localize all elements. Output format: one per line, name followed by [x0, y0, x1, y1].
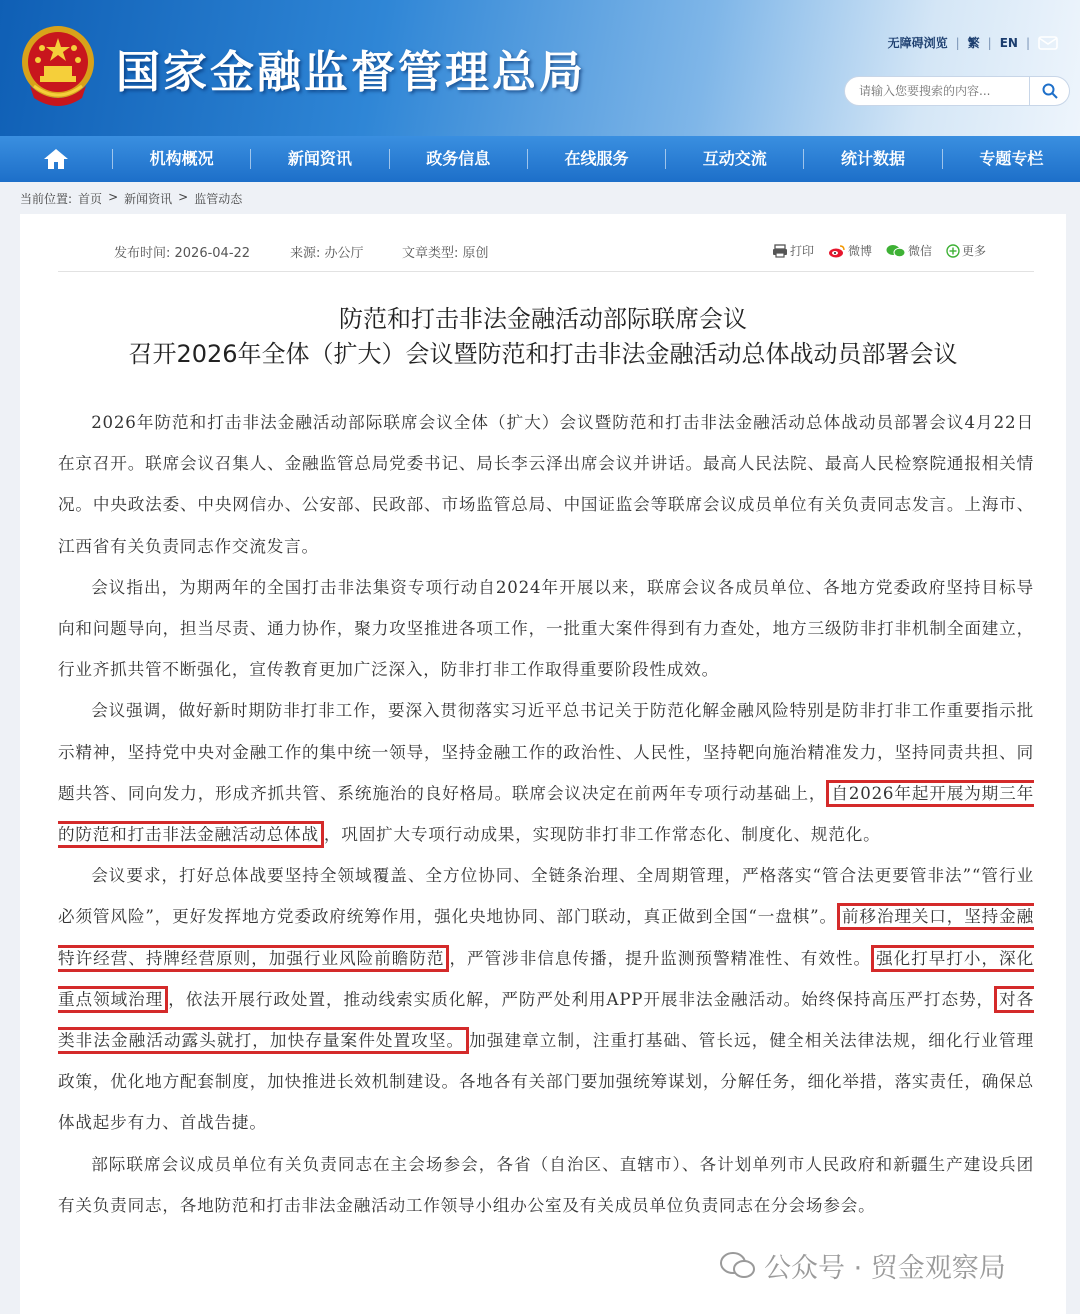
nav-item-news[interactable]: 新闻资讯: [250, 149, 388, 169]
more-label: 更多: [961, 244, 986, 258]
search-icon: [1042, 83, 1058, 99]
nav-home[interactable]: [0, 136, 112, 182]
breadcrumb: [20, 190, 242, 207]
nav-item-special-topics[interactable]: 专题专栏: [942, 149, 1080, 169]
highlight-box-1: 自2026年起开展为期三年的防范和打击非法金融活动总体战: [58, 780, 1034, 848]
nav-item-about[interactable]: 机构概况: [112, 149, 250, 169]
mail-icon[interactable]: [1038, 36, 1058, 50]
paragraph-4-text-b: ，严管涉非信息传播，提升监测预警精准性、有效性。: [449, 948, 872, 968]
article-meta: [58, 228, 1034, 272]
national-emblem-icon: [20, 24, 96, 106]
paragraph-3-text-a: 会议强调，做好新时期防非打非工作，要深入贯彻落实习近平总书记关于防范化解金融风险特别是防非打非工作重要指示批示精神，坚持党中央对金融工作的集中统一领导，坚持金融工作的政治性、人民性，坚持靶向施治精准发力，坚持同责共担、同题共答、同向发力，形成齐抓共管、系统施治的良好格局。联席会议决定在前两年专项行动基础上，: [58, 701, 1034, 803]
article-source: 来源: 办公厅: [290, 246, 364, 261]
weibo-icon: [828, 244, 846, 258]
home-icon: [43, 148, 69, 170]
site-title: 国家金融监督管理总局: [116, 47, 586, 98]
printer-icon: [772, 244, 788, 258]
paragraph-3: [58, 690, 1034, 855]
breadcrumb-current[interactable]: 监管动态: [194, 192, 243, 206]
main-nav: [0, 136, 1080, 182]
watermark: [720, 1246, 1006, 1285]
highlight-box-2: 前移治理关口，坚持金融特许经营、持牌经营原则，加强行业风险前瞻防范: [58, 903, 1034, 971]
accessibility-link[interactable]: 无障碍浏览: [887, 36, 948, 50]
traditional-chinese-link[interactable]: 繁: [967, 36, 980, 50]
top-links: [888, 34, 1058, 51]
nav-item-government-info[interactable]: 政务信息: [389, 149, 527, 169]
paragraph-4-text-d: 加强建章立制，注重打基础、管长远，健全相关法律法规，细化行业管理政策，优化地方配套制度，加快推进长效机制建设。各地各有关部门要加强统筹谋划，分解任务，细化举措，落实责任，确保总体战起步有力、首战告捷。: [58, 1031, 1034, 1133]
print-button[interactable]: [772, 242, 814, 259]
search-button[interactable]: [1030, 76, 1070, 106]
article-title: [20, 302, 1066, 372]
nav-item-statistics[interactable]: 统计数据: [803, 149, 941, 169]
breadcrumb-home[interactable]: 首页: [78, 192, 103, 206]
highlight-box-4: 对各类非法金融活动露头就打，加快存量案件处置攻坚。: [58, 986, 1034, 1054]
nav-item-interaction[interactable]: 互动交流: [665, 149, 803, 169]
paragraph-5: 部际联席会议成员单位有关负责同志在主会场参会，各省（自治区、直辖市）、各计划单列市人民政府和新疆生产建设兵团有关负责同志，各地防范和打击非法金融活动工作领导小组办公室及有关成员单位负责同志在分会场参会。: [58, 1154, 1034, 1215]
divider: |: [955, 35, 960, 50]
divider: |: [1025, 35, 1030, 50]
publish-time: 发布时间: 2026-04-22: [114, 246, 251, 261]
plus-circle-icon: [946, 244, 960, 258]
paragraph-3-text-b: ，巩固扩大专项行动成果，实现防非打非工作常态化、制度化、规范化。: [323, 825, 881, 845]
weibo-label: 微博: [847, 244, 872, 258]
wechat-share-button[interactable]: [886, 242, 932, 259]
wechat-watermark-icon: [720, 1251, 756, 1281]
article-container: [20, 214, 1066, 1314]
paragraph-2: 会议指出，为期两年的全国打击非法集资专项行动自2024年开展以来，联席会议各成员单位、各地方党委政府坚持目标导向和问题导向，担当尽责、通力协作，聚力攻坚推进各项工作，一批重大案件得到有力查处，地方三级防非打非机制全面建立，行业齐抓共管不断强化，宣传教育更加广泛深入，防非打非工作取得重要阶段性成效。: [58, 577, 1034, 680]
breadcrumb-label: 当前位置:: [20, 192, 73, 206]
article-title-line2: 召开2026年全体（扩大）会议暨防范和打击非法金融活动总体战动员部署会议: [128, 340, 958, 368]
article-type: 文章类型: 原创: [402, 246, 489, 261]
paragraph-4-text-a: 会议要求，打好总体战要坚持全领域覆盖、全方位协同、全链条治理、全周期管理，严格落实“管合法更要管非法”“管行业必须管风险”，更好发挥地方党委政府统筹作用，强化央地协同、部门联动，真正做到全国“一盘棋”。: [58, 866, 1034, 927]
nav-item-online-service[interactable]: 在线服务: [527, 149, 665, 169]
paragraph-4: [58, 855, 1034, 1143]
article-body: [58, 402, 1034, 1226]
wechat-label: 微信: [907, 244, 932, 258]
more-share-button[interactable]: [946, 242, 986, 259]
paragraph-4-text-c: ，依法开展行政处置，推动线索实质化解，严防严处利用APP开展非法金融活动。始终保持高压严打态势，: [168, 989, 995, 1009]
article-title-line1: 防范和打击非法金融活动部际联席会议: [339, 305, 747, 333]
watermark-text: 公众号 · 贸金观察局: [764, 1253, 1006, 1284]
print-label: 打印: [789, 244, 814, 258]
search-input[interactable]: [844, 76, 1030, 106]
wechat-icon: [886, 244, 906, 258]
paragraph-1: 2026年防范和打击非法金融活动部际联席会议全体（扩大）会议暨防范和打击非法金融活动总体战动员部署会议4月22日在京召开。联席会议召集人、金融监管总局党委书记、局长李云泽出席会议并讲话。最高人民法院、最高人民检察院通报相关情况。中央政法委、中央网信办、公安部、民政部、市场监管总局、中国证监会等联席会议成员单位有关负责同志发言。上海市、江西省有关负责同志作交流发言。: [58, 413, 1034, 556]
share-bar: [772, 242, 986, 259]
highlight-box-3: 强化打早打小，深化重点领域治理: [58, 945, 1034, 1013]
site-header: [0, 0, 1080, 136]
divider: |: [987, 35, 992, 50]
breadcrumb-separator: >: [178, 190, 189, 204]
weibo-share-button[interactable]: [828, 242, 872, 259]
breadcrumb-news[interactable]: 新闻资讯: [124, 192, 173, 206]
breadcrumb-separator: >: [108, 190, 119, 204]
english-link[interactable]: EN: [999, 35, 1018, 50]
